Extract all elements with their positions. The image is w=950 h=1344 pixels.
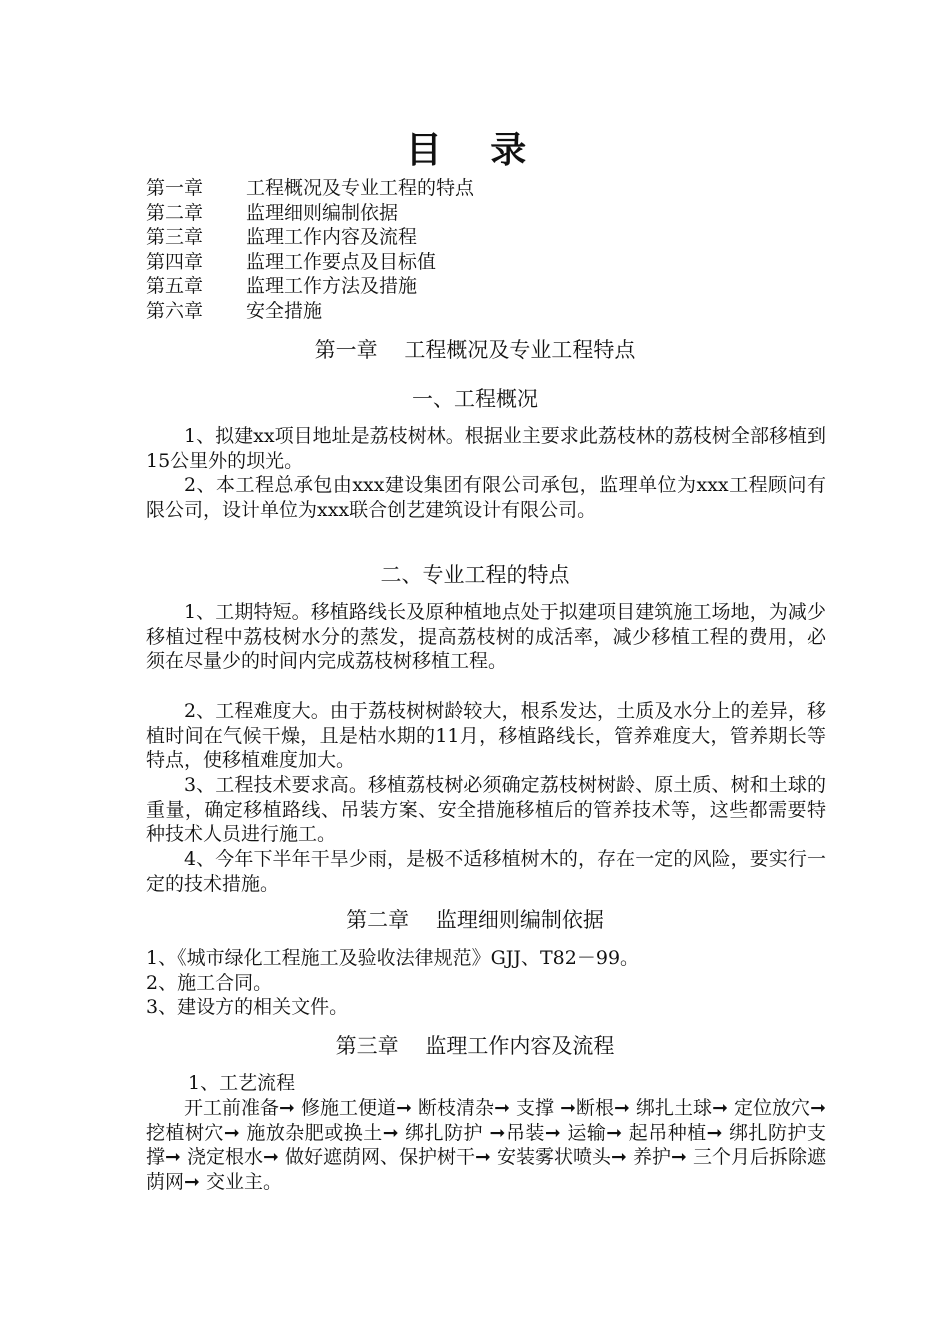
chapter-2-heading: 第二章 监理细则编制依据 xyxy=(346,908,604,932)
process-subheading: 1、工艺流程 xyxy=(188,1072,296,1094)
overview-paragraph-1: 1、拟建xx项目地址是荔枝树林。根据业主要求此荔枝林的荔枝树全部移植到15公里外的坝光。 xyxy=(146,425,826,472)
toc-chapter: 第六章 xyxy=(146,299,204,322)
toc-chapter: 第四章 xyxy=(146,250,204,273)
process-flow: 开工前准备➞ 修施工便道➞ 断枝清杂➞ 支撑 ➞断根➞ 绑扎土球➞ 定位放穴➞ 挖植树穴➞ 施放杂肥或换土➞ 绑扎防护 ➞吊装➞ 运输➞ 起吊种植➞ 绑扎防护支撑➞ 浇定根水➞ 做好遮荫网、保护树干➞ 安装雾状喷头➞ 养护➞ 三个月后拆除遮荫网➞ 交业主。 xyxy=(146,1097,826,1193)
toc-entry xyxy=(146,225,474,250)
toc-chapter: 第三章 xyxy=(146,226,204,249)
chapter-3-heading: 第三章 监理工作内容及流程 xyxy=(335,1034,615,1058)
toc-entry xyxy=(146,274,474,299)
section-overview-heading: 一、工程概况 xyxy=(412,387,538,411)
toc-title: 监理工作方法及措施 xyxy=(246,275,418,298)
features-paragraph-2: 2、工程难度大。由于荔枝树树龄较大，根系发达，土质及水分上的差异，移植时间在气候干燥，且是枯水期的11月，移植路线长，管养难度大，管养期长等特点，使移植难度加大。 xyxy=(146,700,826,772)
toc-chapter: 第一章 xyxy=(146,177,204,199)
features-paragraph-1: 1、工期特短。移植路线长及原种植地点处于拟建项目建筑施工场地，为减少移植过程中荔枝树水分的蒸发，提高荔枝树的成活率，减少移植工程的费用，必须在尽量少的时间内完成荔枝树移植工程。 xyxy=(146,601,826,673)
basis-item: 3、建设方的相关文件。 xyxy=(146,996,349,1019)
toc-chapter: 第五章 xyxy=(146,275,204,298)
basis-item: 1、《城市绿化工程施工及验收法律规范》GJJ、T82－99。 xyxy=(146,947,640,969)
toc-entry xyxy=(146,176,474,201)
toc-entry xyxy=(146,201,474,226)
chapter-1-heading: 第一章 工程概况及专业工程特点 xyxy=(314,338,636,362)
toc-entry xyxy=(146,250,474,275)
table-of-contents xyxy=(146,176,474,324)
basis-item: 2、施工合同。 xyxy=(146,971,273,994)
toc-title: 监理细则编制依据 xyxy=(246,201,399,224)
toc-entry xyxy=(146,299,474,324)
document-title: 目 录 xyxy=(405,129,545,171)
toc-title: 工程概况及专业工程的特点 xyxy=(246,177,475,199)
toc-title: 安全措施 xyxy=(246,299,323,322)
features-paragraph-3: 3、工程技术要求高。移植荔枝树必须确定荔枝树树龄、原土质、树和土球的重量，确定移植路线、吊装方案、安全措施移植后的管养技术等，这些都需要特种技术人员进行施工。 xyxy=(146,774,826,846)
toc-title: 监理工作内容及流程 xyxy=(246,226,418,249)
features-paragraph-4: 4、今年下半年干旱少雨，是极不适移植树木的，存在一定的风险，要实行一定的技术措施。 xyxy=(146,848,826,895)
basis-list xyxy=(146,946,826,1020)
overview-paragraph-2: 2、本工程总承包由xxx建设集团有限公司承包，监理单位为xxx工程顾问有限公司，设计单位为xxx联合创艺建筑设计有限公司。 xyxy=(146,474,826,521)
toc-title: 监理工作要点及目标值 xyxy=(246,250,437,273)
section-features-heading: 二、专业工程的特点 xyxy=(380,563,570,587)
toc-chapter: 第二章 xyxy=(146,201,204,224)
